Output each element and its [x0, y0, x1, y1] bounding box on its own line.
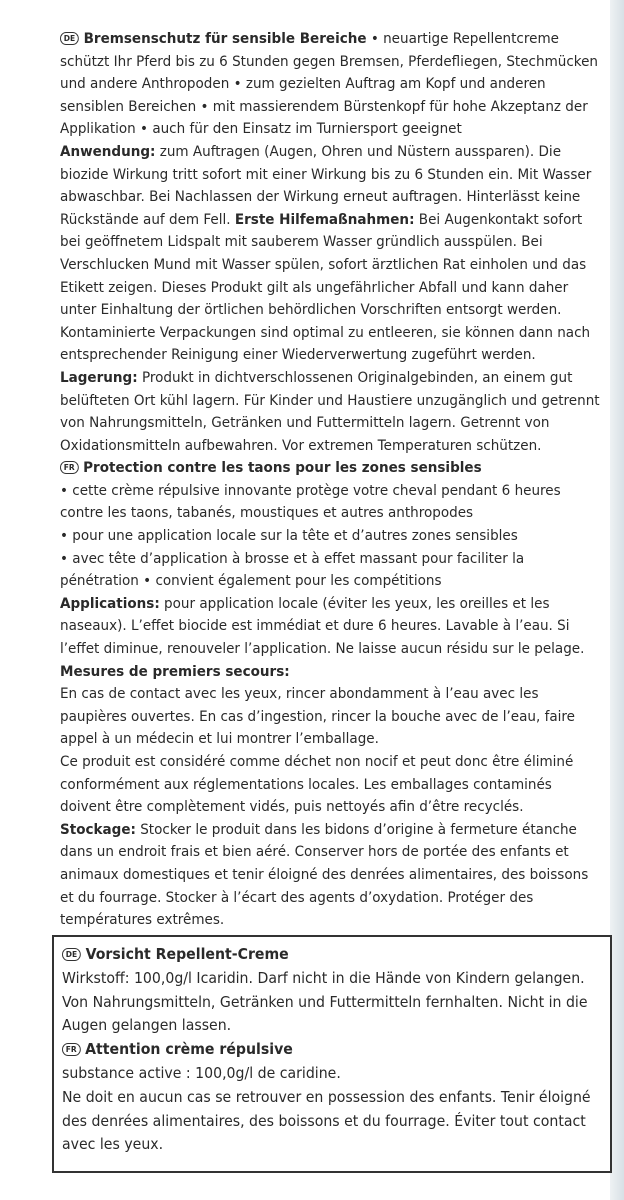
- package-edge: [610, 0, 624, 1200]
- fr-secours-text-2: Ce produit est considéré comme déchet non nocif et peut donc être éliminé conformément aux réglementations locales. Les emballages contaminés doivent être complètement vidés, puis nettoyés afin d’être recyclés.: [60, 754, 574, 816]
- box-fr-text-1: substance active : 100,0g/l de caridine.: [62, 1063, 341, 1082]
- de-lagerung-label: Lagerung:: [60, 369, 138, 386]
- fr-secours-label: Mesures de premiers secours:: [60, 663, 290, 680]
- box-de-text: Wirkstoff: 100,0g/l Icaridin. Darf nicht in die Hände von Kindern gelangen. Von Nahrungsmitteln, Getränken und Futtermitteln fernhalten. Nicht in die Augen gelangen lassen.: [62, 968, 588, 1035]
- fr-section: [60, 457, 601, 931]
- box-de-heading: Vorsicht Repellent-Creme: [85, 945, 289, 963]
- fr-applications-label: Applications:: [60, 595, 160, 612]
- fr-heading: Protection contre les taons pour les zones sensibles: [83, 460, 482, 477]
- warning-text: [62, 943, 607, 1157]
- de-heading: Bremsenschutz für sensible Bereiche: [83, 31, 367, 47]
- de-language-badge: DE: [62, 948, 81, 961]
- de-anwendung-text: zum Auftragen (Augen, Ohren und Nüstern aussparen). Die biozide Wirkung tritt sofort mit einer Wirkung bis zu 6 Stunden ein. Mit Wasser abwaschbar. Bei Nachlassen der Wirkung erneut auftragen. Hinterlässt keine Rückstände auf dem Fell.: [60, 143, 592, 228]
- de-language-badge: DE: [60, 32, 79, 45]
- fr-intro-3: • avec tête d’application à brosse et à effet massant pour faciliter la pénétration • convient également pour les compétitions: [60, 550, 525, 590]
- fr-intro-2: • pour une application locale sur la tête et d’autres zones sensibles: [60, 528, 518, 545]
- fr-stockage-label: Stockage:: [60, 821, 136, 838]
- de-lagerung-text: Produkt in dichtverschlossenen Originalgebinden, an einem gut belüfteten Ort kühl lagern. Für Kinder und Haustiere unzugänglich und getrennt von Nahrungsmitteln, Getränken und Futtermitteln lagern. Getrennt von Oxidationsmitteln aufbewahren. Vor extremen Temperaturen schützen.: [60, 369, 600, 454]
- de-erstehilfe-label: Erste Hilfemaßnahmen:: [234, 211, 415, 228]
- de-intro: • neuartige Repellentcreme schützt Ihr Pferd bis zu 6 Stunden gegen Bremsen, Pferdefliegen, Stechmücken und andere Anthropoden • zum gezielten Auftrag am Kopf und anderen sensiblen Bereichen • mit massierendem Bürstenkopf für hohe Akzeptanz der Applikation • auch für den Einsatz im Turniersport geeignet: [60, 31, 599, 138]
- fr-language-badge: FR: [60, 461, 78, 474]
- de-anwendung-label: Anwendung:: [60, 143, 156, 160]
- fr-stockage-text: Stocker le produit dans les bidons d’origine à fermeture étanche dans un endroit frais et bien aéré. Conserver hors de portée des enfants et animaux domestiques et tenir éloigné des denrées alimentaires, des boissons et du fourrage. Stocker à l’écart des agents d’oxydation. Protéger des températures extrêmes.: [60, 821, 589, 929]
- label-text: [60, 28, 600, 932]
- fr-language-badge: FR: [62, 1043, 80, 1056]
- de-section: [60, 28, 601, 457]
- warning-box: [52, 935, 612, 1173]
- box-fr-text-2: Ne doit en aucun cas se retrouver en possession des enfants. Tenir éloigné des denrées alimentaires, des boissons et du fourrage. Éviter tout contact avec les yeux.: [62, 1087, 591, 1154]
- de-erstehilfe-text: Bei Augenkontakt sofort bei geöffnetem Lidspalt mit sauberem Wasser gründlich ausspülen. Bei Verschlucken Mund mit Wasser spülen, sofort ärztlichen Rat einholen und das Etikett zeigen. Dieses Produkt gilt als ungefährlicher Abfall und kann daher unter Einhaltung der örtlichen behördlichen Vorschriften entsorgt werden. Kontaminierte Verpackungen sind optimal zu entleeren, sie können dann nach entsprechender Reinigung einer Wiederverwertung zugeführt werden.: [60, 211, 591, 364]
- fr-applications-text: pour application locale (éviter les yeux, les oreilles et les naseaux). L’effet biocide est immédiat et dure 6 heures. Lavable à l’eau. Si l’effet diminue, renouveler l’application. Ne laisse aucun résidu sur le pelage.: [60, 595, 585, 658]
- fr-secours-text-1: En cas de contact avec les yeux, rincer abondamment à l’eau avec les paupières ouvertes. En cas d’ingestion, rincer la bouche avec de l’eau, faire appel à un médecin et lui montrer l’emballage.: [60, 686, 575, 748]
- fr-intro-1: • cette crème répulsive innovante protège votre cheval pendant 6 heures contre les taons, tabanés, moustiques et autres anthropodes: [60, 482, 561, 522]
- box-fr-heading: Attention crème répulsive: [85, 1040, 293, 1059]
